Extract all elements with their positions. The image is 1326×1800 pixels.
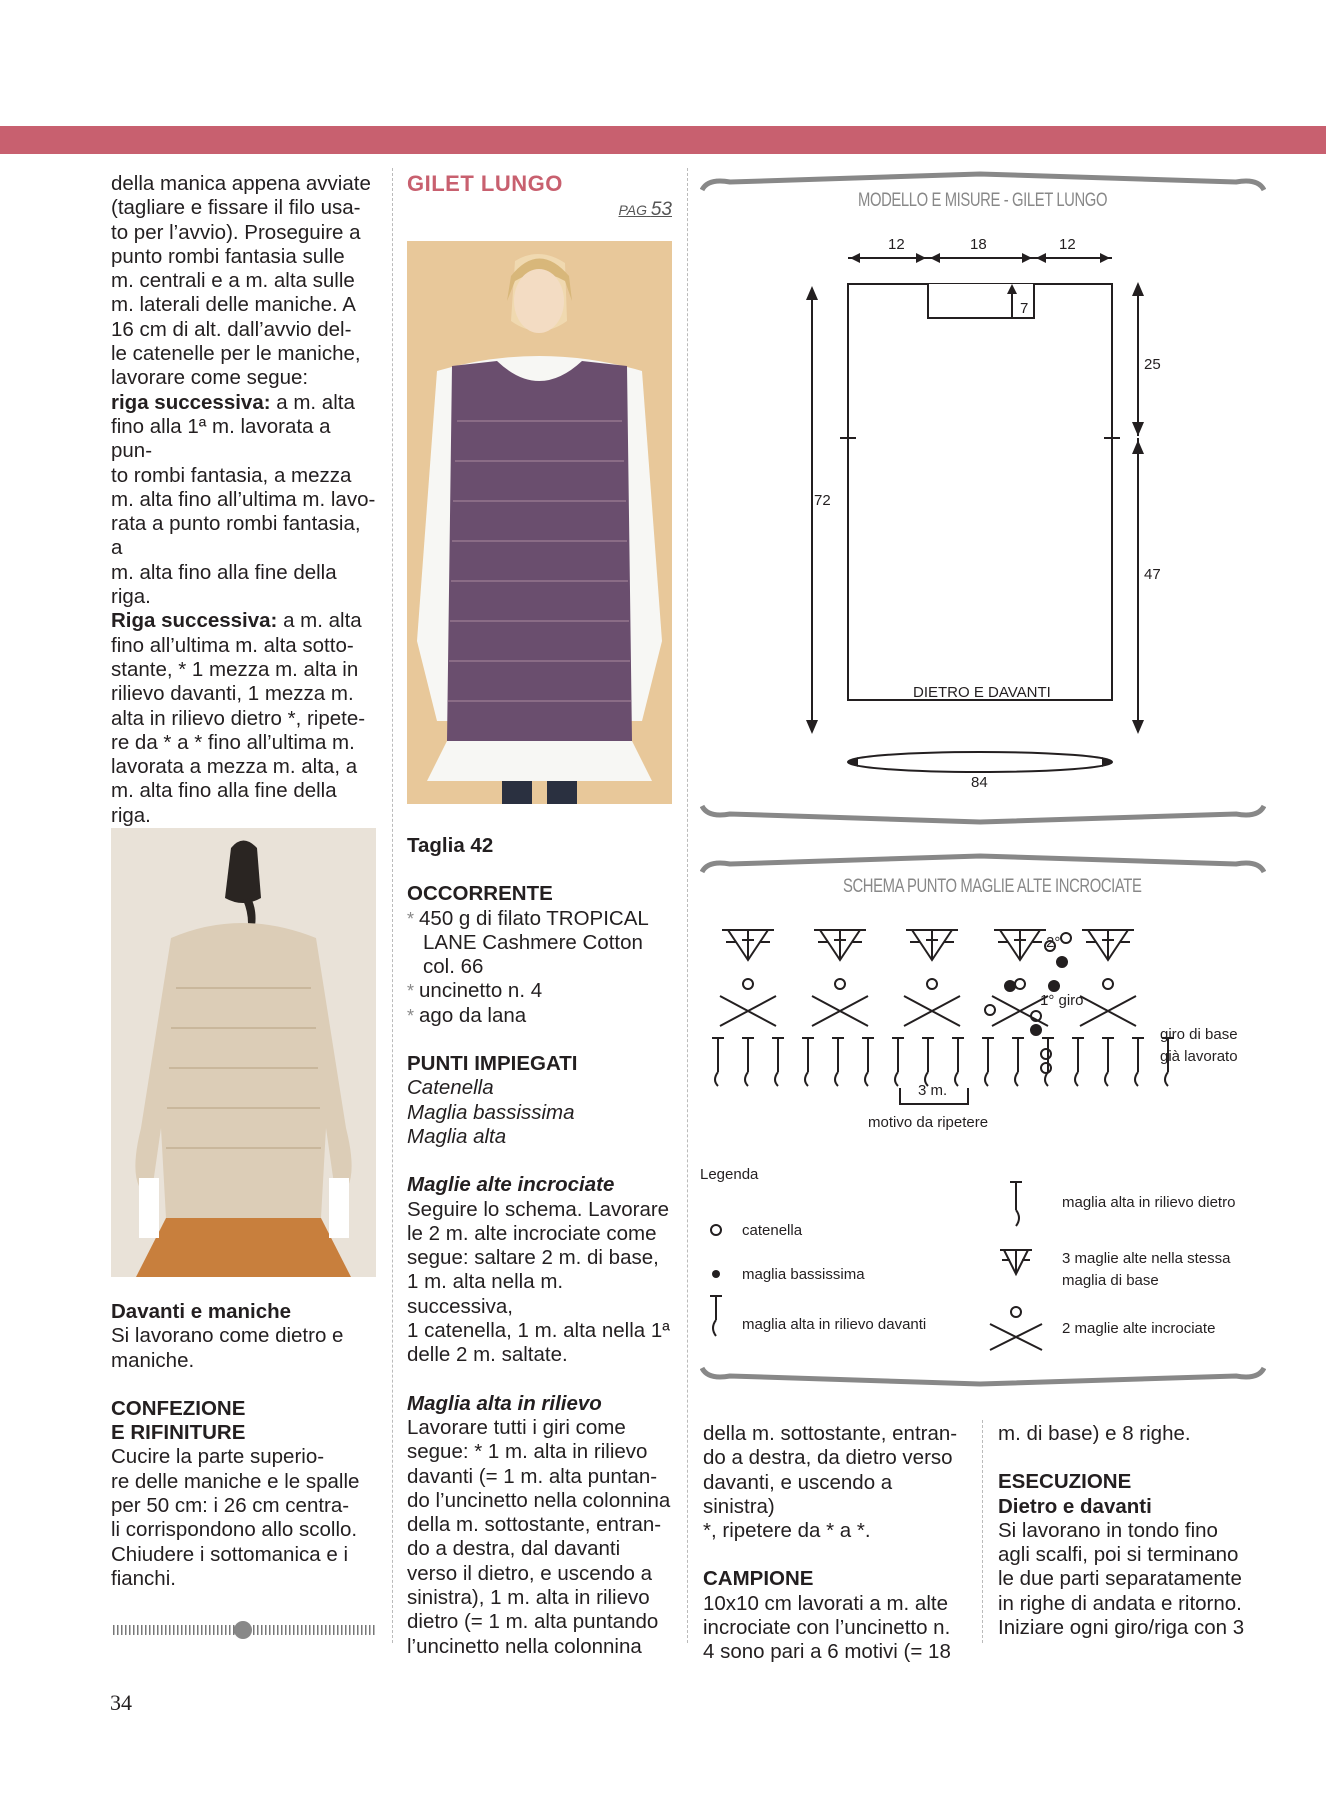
dim-armhole: 25 — [1144, 356, 1161, 373]
stitch-symbol — [952, 1038, 964, 1086]
legend-bassissima: maglia bassissima — [742, 1266, 865, 1283]
text-line: davanti, e uscendo a sinistra) — [703, 1470, 893, 1518]
tick — [337, 1625, 339, 1635]
label-1giro: 1° giro — [1040, 992, 1084, 1009]
tick — [157, 1625, 159, 1635]
tick — [325, 1625, 327, 1635]
tick — [365, 1625, 367, 1635]
text-line: m. alta fino alla fine della riga. — [111, 779, 337, 827]
diagram1-label: DIETRO E DAVANTI — [913, 684, 1051, 701]
stitch-dot — [1057, 957, 1067, 967]
legend-incrociate: 2 maglie alte incrociate — [1062, 1320, 1216, 1337]
text-line: Seguire lo schema. Lavorare — [407, 1197, 670, 1221]
text-line: to per l’avvio). Proseguire a — [111, 220, 361, 244]
header-band — [0, 126, 1326, 154]
stitch-symbol — [922, 1038, 934, 1086]
text-line: 4 sono pari a 6 motivi (= 18 — [703, 1640, 951, 1664]
confezione-text — [111, 1445, 376, 1591]
dim-top-right: 12 — [1059, 236, 1076, 253]
stitch-dot — [1041, 1063, 1051, 1073]
text-line: do l’uncinetto nella colonnina — [407, 1488, 671, 1512]
occorrente-item: * uncinetto n. 4 — [407, 979, 672, 1003]
legend-rilievo-dietro: maglia alta in rilievo dietro — [1062, 1194, 1236, 1211]
occorrente-item: * ago da lana — [407, 1004, 672, 1028]
punti-list — [407, 1076, 672, 1149]
text-line: m. di base) e 8 righe. — [998, 1422, 1191, 1445]
text-line: m. alta fino all’ultima m. lavo- — [111, 487, 376, 511]
tick — [221, 1625, 223, 1635]
tick — [345, 1625, 347, 1635]
tick — [229, 1625, 231, 1635]
text-line: alta in rilievo dietro *, ripete- — [111, 706, 366, 730]
tick — [357, 1625, 359, 1635]
stitch-symbol — [994, 930, 1046, 960]
tick — [153, 1625, 155, 1635]
tick — [341, 1625, 343, 1635]
mar-text — [407, 1416, 672, 1659]
column-1-top — [111, 172, 376, 901]
tick — [297, 1625, 299, 1635]
stitch-symbol — [1082, 930, 1134, 960]
dietro-text — [998, 1519, 1264, 1640]
text-line: 16 cm di alt. dall’avvio del- — [111, 317, 352, 341]
stitch-symbol — [892, 1038, 904, 1086]
text-line: Maglia alta — [407, 1124, 507, 1148]
stitch-dot — [1005, 981, 1015, 991]
tick — [333, 1625, 335, 1635]
tick — [169, 1625, 171, 1635]
stitch-symbol — [1080, 996, 1136, 1026]
stitch-symbol — [1042, 1038, 1054, 1086]
col1-para1 — [111, 172, 376, 391]
text-line: fianchi. — [111, 1566, 176, 1590]
text-line: m. laterali delle maniche. A — [111, 293, 356, 317]
text-line: Catenella — [407, 1076, 494, 1100]
text-line: segue: saltare 2 m. di base, — [407, 1246, 659, 1270]
stitch-symbol — [802, 1038, 814, 1086]
tick — [373, 1625, 375, 1635]
base-line-1: giro di base — [1160, 1026, 1238, 1043]
tick — [293, 1625, 295, 1635]
occorrente-heading: OCCORRENTE — [407, 882, 553, 906]
tick — [145, 1625, 147, 1635]
text-line: verso il dietro, e uscendo a — [407, 1561, 652, 1585]
base-line-2: già lavorato — [1160, 1048, 1238, 1065]
column-3 — [703, 1422, 969, 1665]
col4-text — [998, 1422, 1264, 1446]
tick — [273, 1625, 275, 1635]
photo-gilet — [407, 241, 672, 804]
progress-dots — [111, 1620, 376, 1640]
tick — [281, 1625, 283, 1635]
tick — [173, 1625, 175, 1635]
photo-back-sweater — [111, 828, 376, 1277]
text-line: li corrispondono allo scollo. — [111, 1518, 358, 1542]
diagram2-title: SCHEMA PUNTO MAGLIE ALTE INCROCIATE — [843, 876, 1142, 897]
tick — [261, 1625, 263, 1635]
tick — [189, 1625, 191, 1635]
tick — [201, 1625, 203, 1635]
mar-heading: Maglia alta in rilievo — [407, 1391, 602, 1415]
stitch-symbol — [862, 1038, 874, 1086]
legend-tre-maglie-2: maglia di base — [1062, 1272, 1159, 1289]
tick — [277, 1625, 279, 1635]
stitch-dot — [835, 979, 845, 989]
stitch-dot — [927, 979, 937, 989]
confezione-heading-1: CONFEZIONE — [111, 1396, 246, 1420]
confezione-heading-2: E RIFINITURE — [111, 1421, 246, 1445]
stitch-symbol — [1012, 1038, 1024, 1086]
stitch-dot — [1061, 933, 1071, 943]
tick — [285, 1625, 287, 1635]
text-line: punto rombi fantasia sulle — [111, 244, 345, 268]
esecuzione-heading: ESECUZIONE — [998, 1470, 1132, 1494]
occorrente-list — [407, 907, 672, 1028]
text-line: delle 2 m. saltate. — [407, 1343, 568, 1367]
text-line: re da * a * fino all’ultima m. — [111, 730, 355, 754]
text-line: stante, * 1 mezza m. alta in — [111, 657, 359, 681]
text-line: dietro (= 1 m. alta puntando — [407, 1610, 659, 1634]
stitch-symbol — [832, 1038, 844, 1086]
col3-text — [703, 1422, 969, 1543]
dim-top-left: 12 — [888, 236, 905, 253]
text-line: fino alla 1ª m. lavorata a pun- — [111, 414, 331, 463]
tick — [181, 1625, 183, 1635]
diagram-model-frame — [700, 168, 1266, 828]
stitch-symbol — [814, 930, 866, 960]
column-4 — [998, 1422, 1264, 1640]
tick — [313, 1625, 315, 1635]
stitch-symbol — [906, 930, 958, 960]
text-line: m. centrali e a m. alta sulle — [111, 269, 355, 293]
text-line: rata a punto rombi fantasia, a — [111, 512, 361, 560]
text-line: do a destra, dal davanti — [407, 1537, 621, 1561]
tick — [149, 1625, 151, 1635]
legend-catenella: catenella — [742, 1222, 803, 1239]
tick — [185, 1625, 187, 1635]
tick — [213, 1625, 215, 1635]
col1-riga1: riga successiva: a m. alta fino alla 1ª m. lavorata a pun- to rombi fantasia, a mezza m. alta fino all’ultima m. lavo- rata a punto rombi fantasia, a m. alta fino alla fine della riga. — [111, 390, 376, 609]
stitch-symbol — [712, 1038, 724, 1086]
column-2 — [407, 172, 672, 223]
stitch-symbol — [1102, 1038, 1114, 1086]
text-line: Chiudere i sottomanica e i — [111, 1542, 349, 1566]
stitch-dot — [1049, 981, 1059, 991]
text-line: *, ripetere da * a *. — [703, 1519, 871, 1543]
text-line: davanti (= 1 m. alta puntan- — [407, 1464, 658, 1488]
tick — [197, 1625, 199, 1635]
dim-total: 72 — [814, 492, 831, 509]
text-line: l’uncinetto nella colonnina — [407, 1634, 642, 1658]
stitch-symbol — [904, 996, 960, 1026]
tick — [205, 1625, 207, 1635]
text-line: Si lavorano in tondo fino — [998, 1518, 1218, 1542]
text-line: lavorata a mezza m. alta, a — [111, 755, 358, 779]
page-number: 34 — [110, 1690, 132, 1715]
tick — [177, 1625, 179, 1635]
text-line: in righe di andata e ritorno. — [998, 1591, 1242, 1615]
stitch-symbol — [1132, 1038, 1144, 1086]
tick — [265, 1625, 267, 1635]
stitch-dot — [743, 979, 753, 989]
tick — [165, 1625, 167, 1635]
tick — [353, 1625, 355, 1635]
text-line: 1 m. alta nella m. successiva, — [407, 1270, 564, 1318]
gilet-image — [407, 241, 672, 804]
stitch-symbol — [742, 1038, 754, 1086]
tick — [257, 1625, 259, 1635]
tick — [133, 1625, 135, 1635]
tick — [289, 1625, 291, 1635]
mai-heading: Maglie alte incrociate — [407, 1173, 615, 1197]
tick — [309, 1625, 311, 1635]
stitch-dot — [1031, 1025, 1041, 1035]
campione-heading: CAMPIONE — [703, 1567, 814, 1591]
stitch-symbol — [772, 1038, 784, 1086]
tick — [129, 1625, 131, 1635]
text-line: Iniziare ogni giro/riga con 3 — [998, 1616, 1245, 1640]
dim-side: 47 — [1144, 566, 1161, 583]
legenda: Legenda — [700, 1166, 759, 1183]
tick — [217, 1625, 219, 1635]
dim-neck: 7 — [1020, 300, 1029, 317]
tick — [141, 1625, 143, 1635]
legend-rilievo-davanti: maglia alta in rilievo davanti — [742, 1316, 927, 1333]
text-line: Maglia bassissima — [407, 1100, 575, 1124]
text-line: della m. sottostante, entran- — [703, 1422, 958, 1445]
text-line: Cucire la parte superio- — [111, 1445, 325, 1469]
davanti-text — [111, 1324, 376, 1373]
taglia: Taglia 42 — [407, 834, 494, 857]
tick — [321, 1625, 323, 1635]
text-line: re delle maniche e le spalle — [111, 1469, 360, 1493]
stitch-symbol — [812, 996, 868, 1026]
text-line: (tagliare e fissare il filo usa- — [111, 196, 361, 220]
text-line: m. alta fino alla fine della riga. — [111, 560, 337, 609]
text-line: Lavorare tutti i giri come — [407, 1415, 626, 1439]
article-title: GILET LUNGO — [407, 171, 563, 196]
column-1-bottom — [111, 1300, 376, 1591]
text-line: lavorare come segue: — [111, 366, 309, 390]
text-line: incrociate con l’uncinetto n. — [703, 1616, 951, 1640]
text-line: 1 catenella, 1 m. alta nella 1ª — [407, 1319, 670, 1343]
text-line: segue: * 1 m. alta in rilievo — [407, 1440, 648, 1464]
repeat-count: 3 m. — [918, 1082, 948, 1099]
diagram1-title: MODELLO E MISURE - GILET LUNGO — [858, 190, 1108, 211]
tick — [361, 1625, 363, 1635]
occorrente-item: * 450 g di filato TROPICAL LANE Cashmere Cotton col. 66 — [407, 907, 672, 980]
dietro-heading: Dietro e davanti — [998, 1494, 1152, 1518]
stitch-dot — [985, 1005, 995, 1015]
tick — [193, 1625, 195, 1635]
text-line: to rombi fantasia, a mezza — [111, 463, 352, 487]
tick — [121, 1625, 123, 1635]
stitch-symbol — [722, 930, 774, 960]
tick — [113, 1625, 115, 1635]
tick — [137, 1625, 139, 1635]
dim-circumference: 84 — [971, 774, 988, 791]
stitch-dot — [1015, 979, 1025, 989]
dim-top-mid: 18 — [970, 236, 987, 253]
text-line: per 50 cm: i 26 cm centra- — [111, 1494, 350, 1518]
davanti-heading: Davanti e maniche — [111, 1300, 292, 1323]
tick — [253, 1625, 255, 1635]
stitch-symbol — [982, 1038, 994, 1086]
label-2nd: 2° — [1046, 934, 1061, 951]
punti-heading: PUNTI IMPIEGATI — [407, 1052, 578, 1076]
text-line: maniche. — [111, 1348, 195, 1372]
stitch-symbol — [720, 996, 776, 1026]
tick — [117, 1625, 119, 1635]
tick — [369, 1625, 371, 1635]
text-line: della manica appena avviate — [111, 172, 371, 195]
text-line: le 2 m. alte incrociate come — [407, 1221, 657, 1245]
text-line: rilievo davanti, 1 mezza m. — [111, 682, 354, 706]
stitch-dot — [1103, 979, 1113, 989]
text-line: sinistra), 1 m. alta in rilievo — [407, 1586, 650, 1610]
text-line: do a destra, da dietro verso — [703, 1446, 953, 1470]
text-line: fino all’ultima m. alta sotto- — [111, 633, 354, 657]
repeat-label: motivo da ripetere — [868, 1114, 989, 1131]
stitch-dot — [1041, 1049, 1051, 1059]
text-line: della m. sottostante, entran- — [407, 1513, 662, 1537]
tick — [209, 1625, 211, 1635]
text-line: agli scalfi, poi si terminano — [998, 1543, 1239, 1567]
legend-tre-maglie-1: 3 maglie alte nella stessa — [1062, 1250, 1231, 1267]
text-line: le due parti separatamente — [998, 1567, 1242, 1591]
text-line: 10x10 cm lavorati a m. alte — [703, 1591, 948, 1615]
page-reference: PAG 53 — [618, 199, 672, 221]
tick — [225, 1625, 227, 1635]
text-line: Si lavorano come dietro e — [111, 1324, 344, 1348]
tick — [161, 1625, 163, 1635]
mai-text — [407, 1198, 672, 1368]
stitch-symbol — [1072, 1038, 1084, 1086]
tick — [301, 1625, 303, 1635]
tick — [349, 1625, 351, 1635]
text-line: le catenelle per le maniche, — [111, 342, 361, 366]
tick — [317, 1625, 319, 1635]
tick — [329, 1625, 331, 1635]
tick — [269, 1625, 271, 1635]
back-sweater-image — [111, 828, 376, 1277]
col1-riga2: Riga successiva: a m. alta fino all’ultima m. alta sotto- stante, * 1 mezza m. alta in rilievo davanti, 1 mezza m. alta in rilievo dietro *, ripete- re da * a * fino all’ultima m. lavorata a mezza m. alta, a m. alta fino alla fine della riga. — [111, 609, 376, 901]
campione-text — [703, 1592, 969, 1665]
tick — [125, 1625, 127, 1635]
tick — [305, 1625, 307, 1635]
column-2-text — [407, 834, 672, 1659]
